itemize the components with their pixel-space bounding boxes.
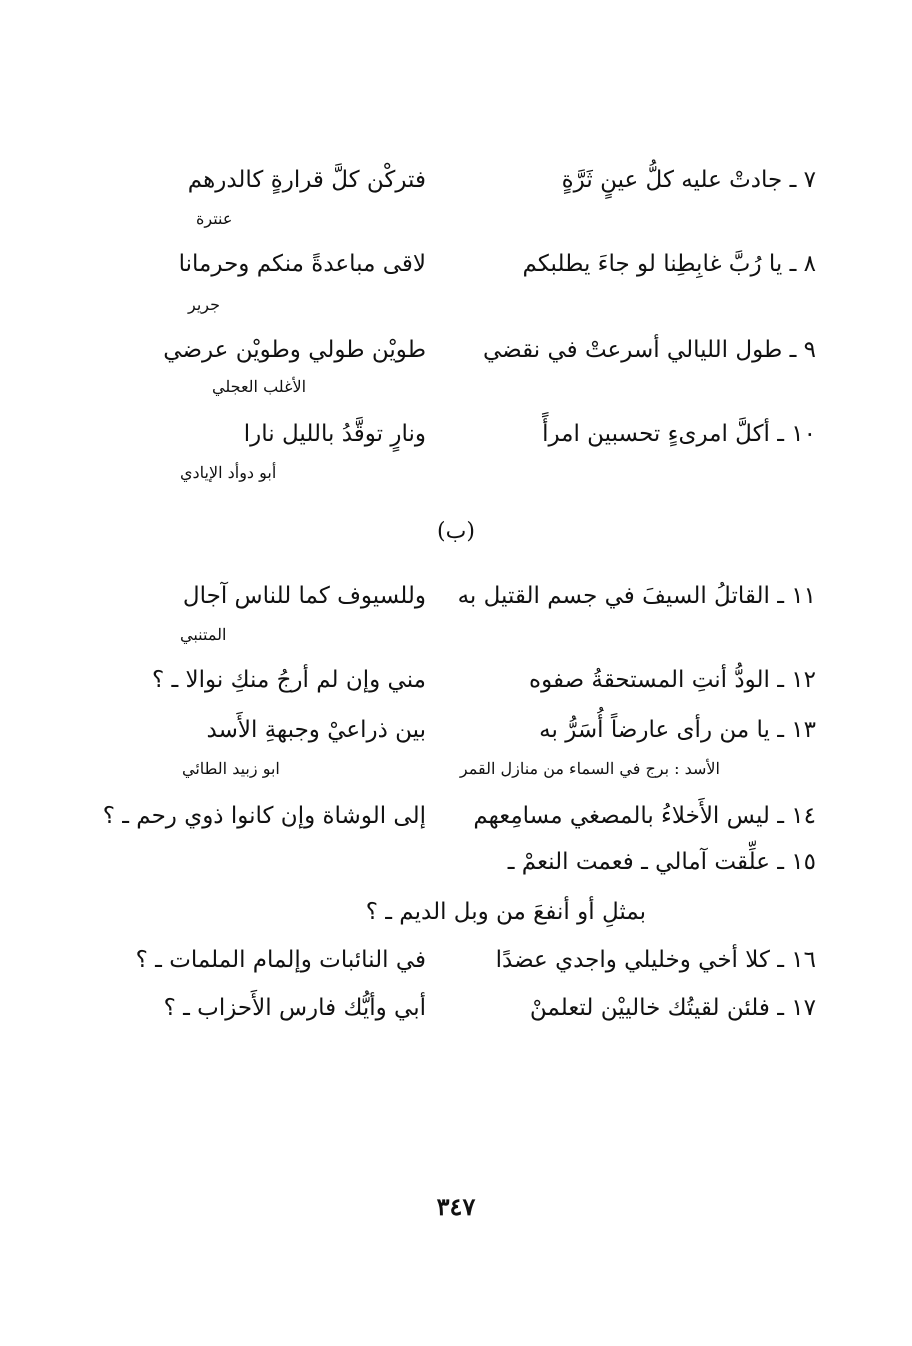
verse-9-first-hemistich: ٩ ـ طول الليالي أسرعتْ في نقضي [483,337,816,363]
verse-8 [136,244,816,284]
page-number: ٣٤٧ [436,1192,476,1221]
verse-9-second-hemistich: طويْن طولي وطويْن عرضي [163,337,426,363]
verse-10 [136,414,816,454]
verse-10-poet: أبو دوأد الإيادي [180,463,277,482]
verse-9 [136,330,816,370]
verse-12 [136,660,816,700]
verse-9-poet: الأغلب العجلي [212,377,307,396]
verse-15 [136,842,816,882]
verse-16-second-hemistich: في النائبات وإلمام الملمات ـ ؟ [135,947,426,973]
verse-12-first-hemistich: ١٢ ـ الودُّ أنتِ المستحقةُ صفوه [529,667,816,693]
verse-11-second-hemistich: وللسيوف كما للناس آجال [182,583,426,609]
verse-16 [136,940,816,980]
verse-13-second-hemistich: بين ذراعيْ وجبهةِ الأَسد [206,717,426,743]
verse-7-second-hemistich: فتركْن كلَّ قرارةٍ كالدرهم [187,167,426,193]
verse-11 [136,576,816,616]
verse-8-second-hemistich: لاقى مباعدةً منكم وحرمانا [178,251,426,277]
verse-13 [136,710,816,750]
verse-13-poet: ابو زبيد الطائي [182,759,280,778]
verse-10-first-hemistich: ١٠ ـ أكلَّ امرىءٍ تحسبين امرأً [542,421,816,447]
verse-15-second-hemistich: بمثلِ أو أنفعَ من وبل الديم ـ ؟ [365,899,646,925]
verse-7-first-hemistich: ٧ ـ جادتْ عليه كلُّ عينٍ ثَرَّةٍ [561,167,816,193]
verse-7-poet: عنترة [196,209,233,228]
verse-14 [102,796,816,836]
verse-10-second-hemistich: ونارٍ توقَّدُ بالليل نارا [243,421,426,447]
verse-11-poet: المتنبي [180,625,227,644]
verse-8-first-hemistich: ٨ ـ يا رُبَّ غابِطِنا لو جاءَ يطلبكم [522,251,816,277]
verse-13-first-hemistich: ١٣ ـ يا من رأى عارضاً أُسَرُّ به [539,717,816,743]
section-b-heading: (ب) [437,519,475,544]
verse-13-footnote: الأسد : برج في السماء من منازل القمر [459,759,720,778]
verse-15-continuation [136,892,816,932]
verse-14-first-hemistich: ١٤ ـ ليس الأَخلاءُ بالمصغي مسامِعهم [473,803,816,829]
verse-7 [136,160,816,200]
verse-17-second-hemistich: أبي وأيُّك فارس الأَحزاب ـ ؟ [163,995,426,1021]
verse-8-poet: جرير [188,295,220,314]
verse-12-second-hemistich: مني وإن لم أرجُ منكِ نوالا ـ ؟ [151,667,426,693]
verse-11-first-hemistich: ١١ ـ القاتلُ السيفَ في جسم القتيل به [457,583,816,609]
verse-17 [136,988,816,1028]
verse-15-first-hemistich: ١٥ ـ علِّقت آمالي ـ فعمت النعمْ ـ [507,849,816,875]
verse-14-second-hemistich: إلى الوشاة وإن كانوا ذوي رحم ـ ؟ [102,803,426,829]
verse-17-first-hemistich: ١٧ ـ فلئن لقيتُك خالييْن لتعلمنْ [529,995,816,1021]
verse-16-first-hemistich: ١٦ ـ كلا أخي وخليلي واجدي عضدًا [495,947,816,973]
